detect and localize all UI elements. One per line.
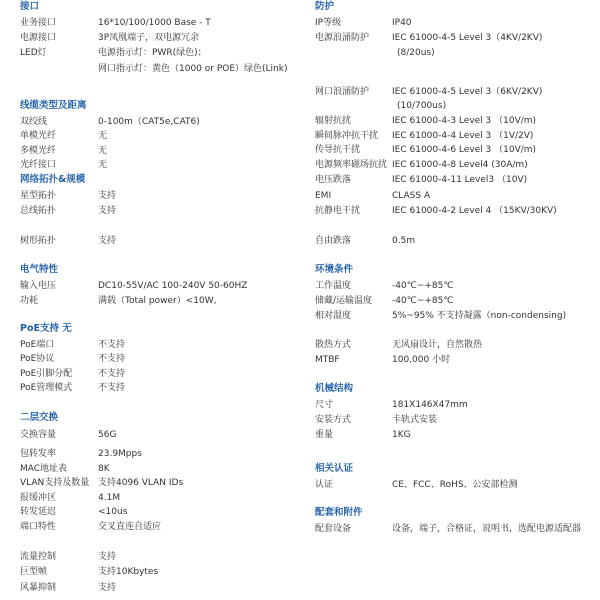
spec-value: 支持 xyxy=(98,206,117,216)
spec-value: 56G xyxy=(98,430,117,440)
section-electrical-title: 电气特性 xyxy=(20,264,59,275)
spec-key: 端口特性 xyxy=(20,522,57,532)
spec-value: DC10-55V/AC 100-240V 50-60HZ xyxy=(98,281,248,291)
spec-value: 100,000 小时 xyxy=(392,355,451,365)
spec-key: PoE引脚分配 xyxy=(20,369,73,379)
spec-value-cont: 网口指示灯：黄色（1000 or POE）绿色(Link) xyxy=(98,64,288,74)
spec-key: LED灯 xyxy=(20,48,47,58)
spec-value: 无 xyxy=(98,160,108,170)
spec-value: IP40 xyxy=(392,18,412,28)
spec-key: 认证 xyxy=(315,480,334,490)
spec-value: 不支持 xyxy=(98,383,126,393)
spec-key: 功耗 xyxy=(20,296,39,306)
spec-value: 无 xyxy=(98,146,108,156)
spec-key: 工作温度 xyxy=(315,281,352,291)
section-mech-title: 机械结构 xyxy=(315,383,354,394)
spec-key: 储藏/运输温度 xyxy=(315,296,373,306)
spec-value: IEC 61000-4-6 Level 3 （10V/m) xyxy=(392,145,537,155)
spec-value: CLASS A xyxy=(392,191,431,201)
spec-value: 8K xyxy=(98,464,110,474)
spec-key: PoE管理模式 xyxy=(20,383,73,393)
spec-key: 辐射抗扰 xyxy=(315,116,352,126)
spec-key: IP等级 xyxy=(315,18,342,28)
spec-key: 抗静电干扰 xyxy=(315,206,361,216)
spec-value: 23.9Mpps xyxy=(98,449,142,459)
section-cable-title: 线缆类型及距离 xyxy=(20,100,87,111)
section-interface-title: 接口 xyxy=(20,1,40,12)
spec-key: 电源频率磁场抗扰 xyxy=(315,160,388,170)
spec-value: 交叉直连自适应 xyxy=(98,522,162,532)
spec-value: 满载（Total power）<10W, xyxy=(98,296,217,306)
spec-key: 自由跌落 xyxy=(315,236,352,246)
spec-key: 报缓冲区 xyxy=(20,493,57,503)
spec-value: 电源指示灯：PWR(绿色)； xyxy=(98,48,207,58)
spec-value: 支持4096 VLAN IDs xyxy=(98,478,184,488)
spec-key: 安装方式 xyxy=(315,415,352,425)
spec-value: 卡轨式安装 xyxy=(392,415,438,425)
spec-key: 瞬间脉冲抗干扰 xyxy=(315,131,379,141)
spec-key: 星型拓扑 xyxy=(20,191,57,201)
spec-key: 配套设备 xyxy=(315,524,352,534)
section-cert-title: 相关认证 xyxy=(315,463,354,474)
spec-value: 0-100m（CAT5e,CAT6) xyxy=(98,117,200,127)
spec-value: IEC 61000-4-4 Level 3 （1V/2V) xyxy=(392,131,534,141)
spec-key: 树形拓扑 xyxy=(20,236,57,246)
spec-value: IEC 61000-4-11 Level3 （10V) xyxy=(392,175,528,185)
spec-value: 无风扇设计，自然散热 xyxy=(392,340,483,350)
spec-key: 电压跌落 xyxy=(315,175,352,185)
spec-key: 总线拓扑 xyxy=(20,206,57,216)
spec-value: 支持 xyxy=(98,552,117,562)
spec-value: 无 xyxy=(98,131,108,141)
spec-value-cont: (10/700us) xyxy=(397,101,447,111)
spec-key: 业务接口 xyxy=(20,18,57,28)
spec-key: 电源浪涌防护 xyxy=(315,33,370,43)
spec-value: 3P凤凰端子，双电源冗余 xyxy=(98,33,200,43)
spec-key: 相对湿度 xyxy=(315,311,352,321)
spec-key: 流量控制 xyxy=(20,552,57,562)
spec-key: 尺寸 xyxy=(315,400,334,410)
section-poe-title: PoE支持 无 xyxy=(20,323,72,334)
spec-value: -40℃~+85℃ xyxy=(392,281,454,291)
spec-key: 风暴抑制 xyxy=(20,583,57,593)
spec-key: MAC地址表 xyxy=(20,464,68,474)
spec-value: 1KG xyxy=(392,430,411,440)
spec-value: 0.5m xyxy=(392,236,416,246)
spec-key: 单模光纤 xyxy=(20,131,57,141)
spec-key: 输入电压 xyxy=(20,281,57,291)
spec-key: PoE协议 xyxy=(20,354,55,364)
spec-key: 双绞线 xyxy=(20,117,48,127)
spec-value: 不支持 xyxy=(98,340,126,350)
spec-value: 支持 xyxy=(98,583,117,593)
section-protection-title: 防护 xyxy=(315,1,335,12)
spec-key: 电源接口 xyxy=(20,33,57,43)
spec-key: 重量 xyxy=(315,430,334,440)
spec-value: 不支持 xyxy=(98,369,126,379)
spec-value: IEC 61000-4-8 Level4 (30A/m) xyxy=(392,160,528,170)
spec-key: 传导抗干扰 xyxy=(315,145,361,155)
spec-key: 光纤接口 xyxy=(20,160,57,170)
spec-value: 4.1M xyxy=(98,493,121,503)
spec-key: 网口浪涌防护 xyxy=(315,87,370,97)
spec-value-cont: (8/20us) xyxy=(397,48,435,58)
spec-key: MTBF xyxy=(315,355,340,365)
spec-value: 不支持 xyxy=(98,354,126,364)
spec-key: VLAN支持及数量 xyxy=(20,478,90,488)
spec-key: 多模光纤 xyxy=(20,146,57,156)
spec-value: IEC 61000-4-3 Level 3 （10V/m) xyxy=(392,116,537,126)
spec-key: 包转发率 xyxy=(20,449,57,459)
section-topology-title: 网络拓扑&规模 xyxy=(20,174,86,185)
spec-key: 转发延迟 xyxy=(20,507,57,517)
section-env-title: 环境条件 xyxy=(315,264,354,275)
spec-value: 16*10/100/1000 Base - T xyxy=(98,18,211,28)
spec-key: PoE端口 xyxy=(20,340,55,350)
spec-value: 5%~95% 不支持凝露（non-condensing) xyxy=(392,311,567,321)
section-acc-title: 配套和附件 xyxy=(315,507,363,518)
spec-value: IEC 61000-4-5 Level 3（4KV/2KV) xyxy=(392,33,543,43)
spec-value: IEC 61000-4-5 Level 3（6KV/2KV) xyxy=(392,87,543,97)
spec-value: 支持 xyxy=(98,236,117,246)
spec-value: IEC 61000-4-2 Level 4 （15KV/30KV) xyxy=(392,206,557,216)
spec-value: 181X146X47mm xyxy=(392,400,468,410)
spec-value: 设备，端子，合格证，说明书，选配电源适配器 xyxy=(392,524,582,534)
spec-value: 支持10Kbytes xyxy=(98,567,159,577)
spec-key: 散热方式 xyxy=(315,340,352,350)
spec-value: 支持 xyxy=(98,191,117,201)
spec-value: -40℃~+85℃ xyxy=(392,296,454,306)
spec-key: 交换容量 xyxy=(20,430,57,440)
spec-value: <10us xyxy=(98,507,128,517)
spec-value: CE、FCC、RoHS、公安部检测 xyxy=(392,480,518,490)
section-layer2-title: 二层交换 xyxy=(20,412,59,423)
spec-key: 巨型帧 xyxy=(20,567,48,577)
spec-key: EMI xyxy=(315,191,332,201)
